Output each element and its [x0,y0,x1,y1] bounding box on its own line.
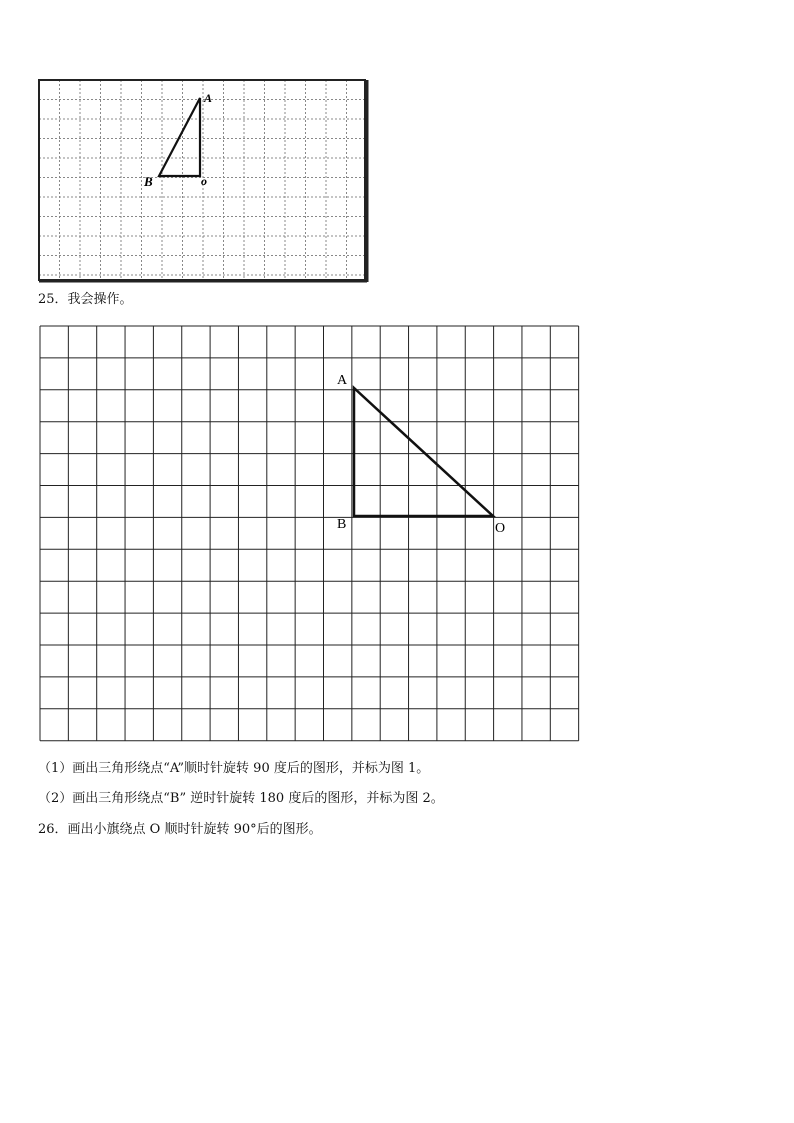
triangle-abo-q25 [354,388,493,516]
grid-figure-top [37,78,369,284]
label-b-q25: B [337,517,347,532]
triangle-abo [159,98,200,176]
label-o-q25: O [495,521,506,536]
label-a: A [204,91,213,105]
question-25: 25．我会操作。 [38,292,133,307]
sub-question-1: （1）画出三角形绕点“A”顺时针旋转 90 度后的图形，并标为图 1。 [38,761,430,776]
label-b: B [144,174,153,189]
grid-figure-q25 [38,324,582,742]
label-o: o [201,174,207,188]
sub-question-2: （2）画出三角形绕点“B” 逆时针旋转 180 度后的图形，并标为图 2。 [38,791,444,806]
question-26: 26．画出小旗绕点 O 顺时针旋转 90°后的图形。 [38,822,322,837]
label-a-q25: A [337,373,348,388]
